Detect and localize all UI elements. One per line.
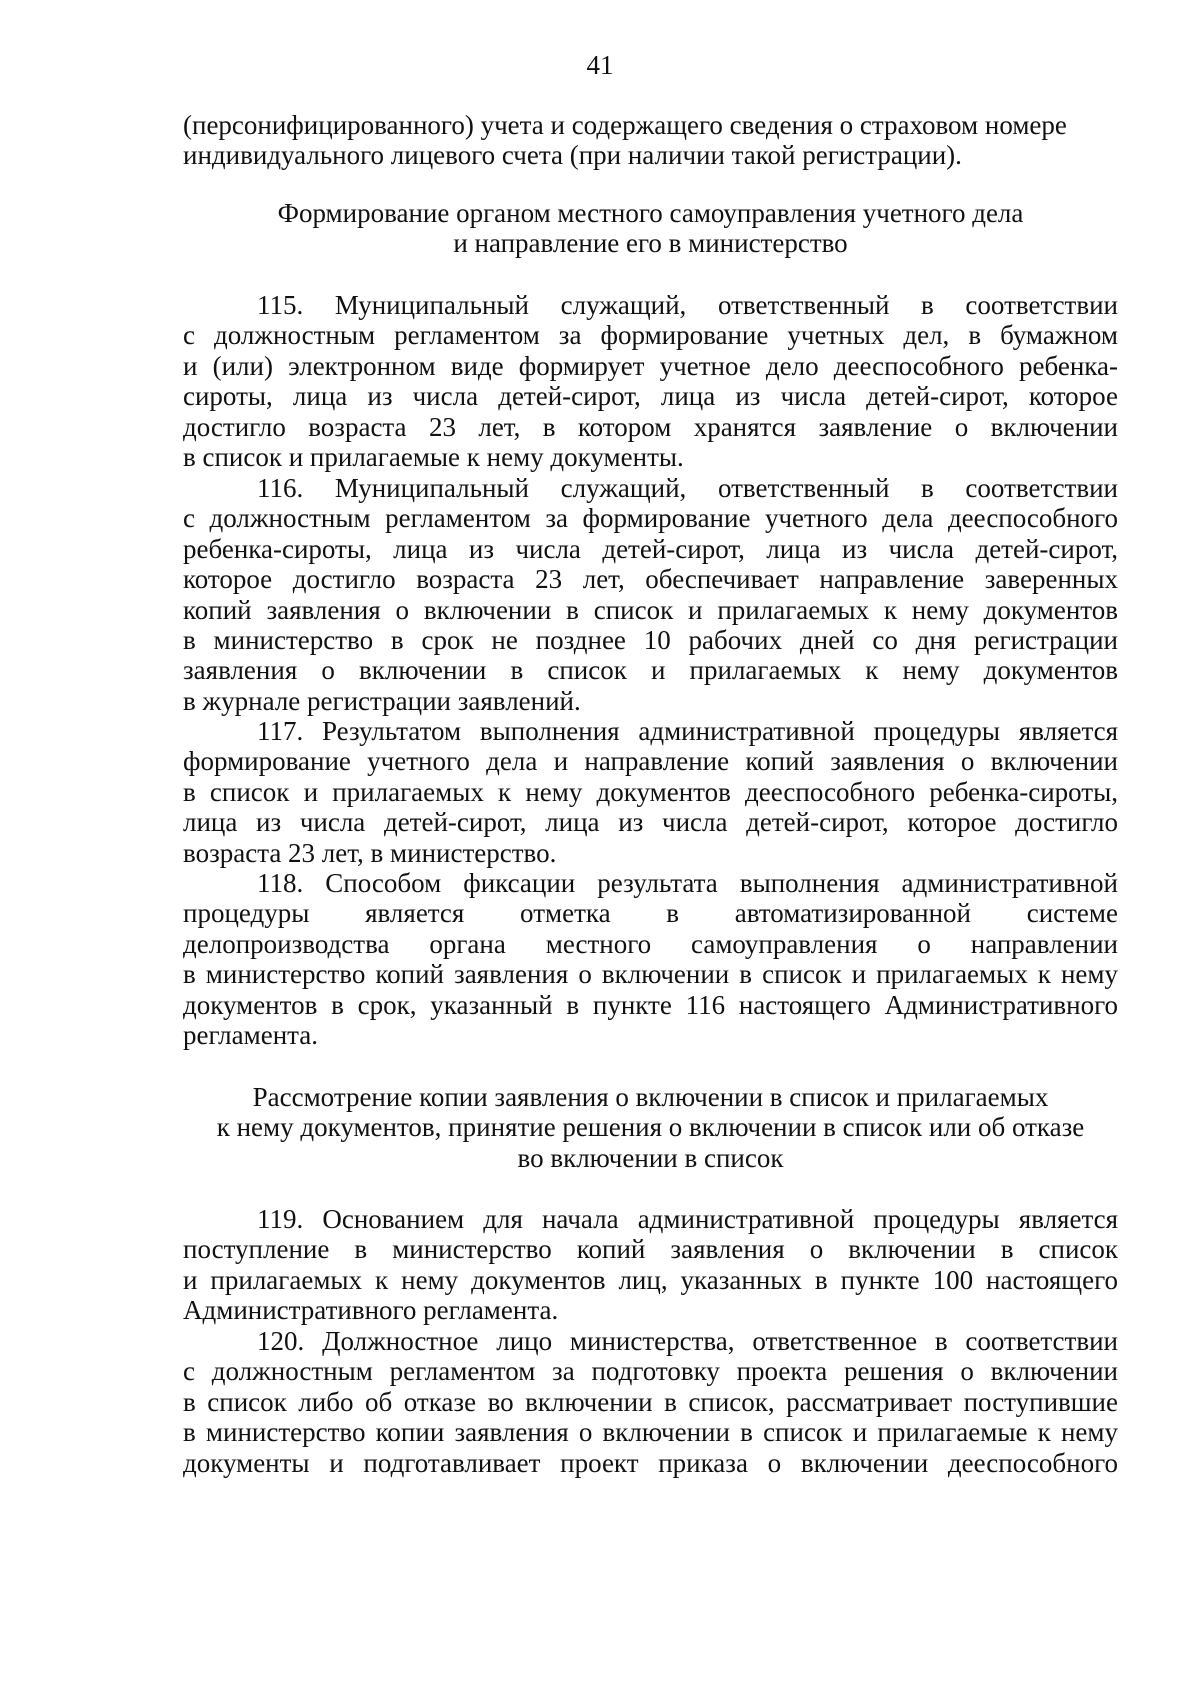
page-number: 41	[586, 50, 614, 80]
text-line: регламента.	[183, 1020, 319, 1051]
heading-line: во включении в список	[517, 1142, 784, 1173]
text-line: в список и прилагаемых к нему документов дееспособного ребенка-сироты,	[183, 776, 1118, 807]
heading-line: Формирование органом местного самоуправления учетного дела	[277, 198, 1024, 228]
text-line: 119. Основанием для начала административной процедуры является	[257, 1204, 1118, 1234]
text-line: в министерство копии заявления о включении в список и прилагаемые к нему	[183, 1417, 1118, 1448]
text-line: с должностным регламентом за подготовку проекта решения о включении	[183, 1356, 1118, 1387]
text-line: с должностным регламентом за формирование учетных дел, в бумажном	[183, 320, 1118, 351]
text-line: в министерство в срок не позднее 10 рабочих дней со дня регистрации	[183, 625, 1118, 656]
text-line: лица из числа детей-сирот, лица из числа детей-сирот, которое достигло	[183, 807, 1118, 838]
paragraph-115	[183, 290, 1118, 472]
text-line: индивидуального лицевого счета (при наличии такой регистрации).	[183, 140, 962, 171]
text-line: в список и прилагаемые к нему документы.	[183, 442, 684, 473]
paragraph-117	[183, 716, 1118, 868]
paragraph-118	[183, 868, 1118, 1050]
text-line: и прилагаемых к нему документов лиц, указанных в пункте 100 настоящего	[183, 1264, 1118, 1295]
text-line: Административного регламента.	[183, 1295, 559, 1326]
intro-paragraph	[183, 110, 1118, 171]
text-line: в министерство копий заявления о включении в список и прилагаемых к нему	[183, 959, 1118, 990]
text-line: делопроизводства органа местного самоуправления о направлении	[183, 928, 1118, 959]
text-line: 117. Результатом выполнения административной процедуры является	[257, 716, 1118, 746]
text-line: 120. Должностное лицо министерства, ответственное в соответствии	[257, 1326, 1118, 1356]
text-line: копий заявления о включении в список и прилагаемых к нему документов	[183, 594, 1118, 625]
text-line: 118. Способом фиксации результата выполнения административной	[257, 868, 1118, 898]
text-line: (персонифицированного) учета и содержащего сведения о страховом номере	[183, 110, 1067, 140]
paragraph-119	[183, 1204, 1118, 1326]
text-line: процедуры является отметка в автоматизированной системе	[183, 898, 1118, 929]
text-line: документов в срок, указанный в пункте 116 настоящего Административного	[183, 989, 1118, 1020]
text-line: с должностным регламентом за формирование учетного дела дееспособного	[183, 503, 1118, 534]
text-line: и (или) электронном виде формирует учетное дело дееспособного ребенка-	[183, 350, 1118, 381]
heading-line: и направление его в министерство	[453, 228, 848, 259]
text-line: поступление в министерство копий заявления о включении в список	[183, 1234, 1118, 1265]
heading-line: к нему документов, принятие решения о включении в список или об отказе	[216, 1112, 1085, 1143]
text-line: достигло возраста 23 лет, в котором хранятся заявление о включении	[183, 411, 1118, 442]
text-line: ребенка-сироты, лица из числа детей-сирот, лица из числа детей-сирот,	[183, 533, 1118, 564]
text-line: в журнале регистрации заявлений.	[183, 685, 581, 716]
text-line: 115. Муниципальный служащий, ответственный в соответствии	[257, 290, 1118, 320]
section-heading-account-file	[183, 198, 1118, 259]
text-line: сироты, лица из числа детей-сирот, лица из числа детей-сирот, которое	[183, 381, 1118, 412]
text-line: заявления о включении в список и прилагаемых к нему документов	[183, 655, 1118, 686]
text-line: формирование учетного дела и направление копий заявления о включении	[183, 746, 1118, 777]
heading-line: Рассмотрение копии заявления о включении в список и прилагаемых	[252, 1082, 1049, 1112]
text-line: в список либо об отказе во включении в список, рассматривает поступившие	[183, 1386, 1118, 1417]
paragraph-120	[183, 1326, 1118, 1478]
text-line: которое достигло возраста 23 лет, обеспечивает направление заверенных	[183, 564, 1118, 595]
text-line: возраста 23 лет, в министерство.	[183, 837, 557, 868]
text-line: 116. Муниципальный служащий, ответственный в соответствии	[257, 473, 1118, 503]
paragraph-116	[183, 473, 1118, 716]
section-heading-review	[183, 1082, 1118, 1173]
text-line: документы и подготавливает проект приказа о включении дееспособного	[183, 1447, 1118, 1478]
